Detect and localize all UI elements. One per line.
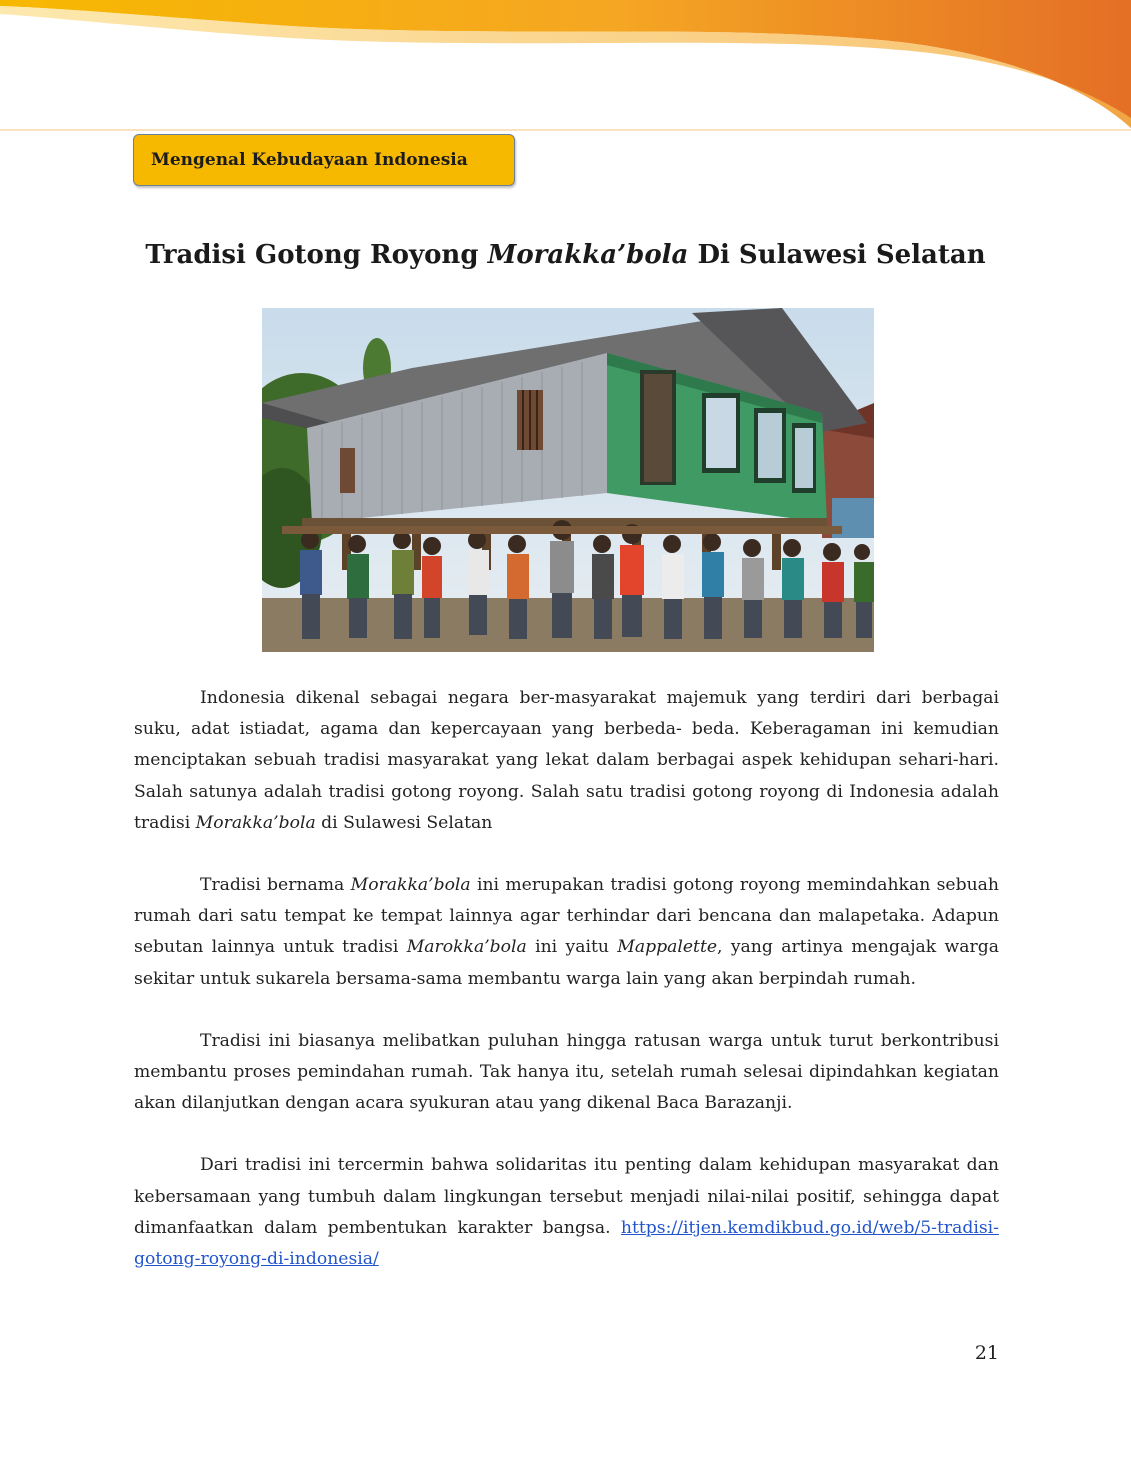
paragraph-1-italic-a: Morakka’bola <box>195 812 316 833</box>
paragraph-3-text: Tradisi ini biasanya melibatkan puluhan hingga ratusan warga untuk turut berkontribusi membantu proses pemindahan rumah. Tak hanya itu, setelah rumah selesai dipindahkan kegiatan akan dilanjutkan dengan acara syukuran atau yang dikenal Baca Barazanji. <box>134 1030 999 1114</box>
paragraph-1-text-b: di Sulawesi Selatan <box>315 812 493 833</box>
paragraph-2-text-b: ini merupakan tradisi gotong royong memindahkan sebuah rumah dari satu tempat ke tempat lainnya agar terhindar dari bencana dan malapetaka. Adapun sebutan lainnya untuk tradisi <box>134 875 999 958</box>
paragraph-2 <box>134 870 999 995</box>
photo-house-moving-icon <box>262 308 874 652</box>
paragraph-2-italic-c: Mappalette <box>617 937 718 958</box>
paragraph-4 <box>134 1150 999 1275</box>
header-swoosh-decoration <box>0 0 1131 135</box>
paragraph-2-italic-b: Marokka’bola <box>406 937 527 958</box>
paragraph-1-text-a: Indonesia dikenal sebagai negara ber-masyarakat majemuk yang terdiri dari berbagai suku, adat istiadat, agama dan kepercayaan yang berbeda- beda. Keberagaman ini kemudian menciptakan sebuah tradisi masyarakat yang lekat dalam berbagai aspek kehidupan sehari-hari. Salah satunya adalah tradisi gotong royong. Salah satu tradisi gotong royong di Indonesia adalah tradisi <box>134 688 999 833</box>
section-tag-label: Mengenal Kebudayaan Indonesia <box>151 150 468 170</box>
section-tag <box>133 134 515 186</box>
page-title <box>0 240 1131 270</box>
title-part-2-italic: Morakka’bola <box>487 240 689 270</box>
paragraph-2-italic-a: Morakka’bola <box>350 875 471 896</box>
paragraph-2-text-c: ini yaitu <box>526 937 618 958</box>
title-part-3: Di Sulawesi Selatan <box>688 240 986 270</box>
paragraph-3 <box>134 1026 999 1120</box>
paragraph-2-text-a: Tradisi bernama <box>200 875 351 896</box>
title-part-1: Tradisi Gotong Royong <box>145 240 488 270</box>
paragraph-1 <box>134 683 999 839</box>
paragraph-2-text-d: , yang artinya mengajak warga sekitar untuk sukarela bersama-sama membantu warga lain yang akan berpindah rumah. <box>134 937 999 989</box>
paragraph-4-text: Dari tradisi ini tercermin bahwa solidaritas itu penting dalam kehidupan masyarakat dan kebersamaan yang tumbuh dalam lingkungan tersebut menjadi nilai-nilai positif, sehingga dapat dimanfaatkan dalam pembentukan karakter bangsa. <box>134 1155 999 1238</box>
article-body <box>134 683 999 1306</box>
page-number: 21 <box>974 1342 999 1364</box>
house-moving-photo <box>262 308 874 652</box>
source-link[interactable]: https://itjen.kemdikbud.go.id/web/5-tradisi-gotong-royong-di-indonesia/ <box>134 1217 999 1270</box>
